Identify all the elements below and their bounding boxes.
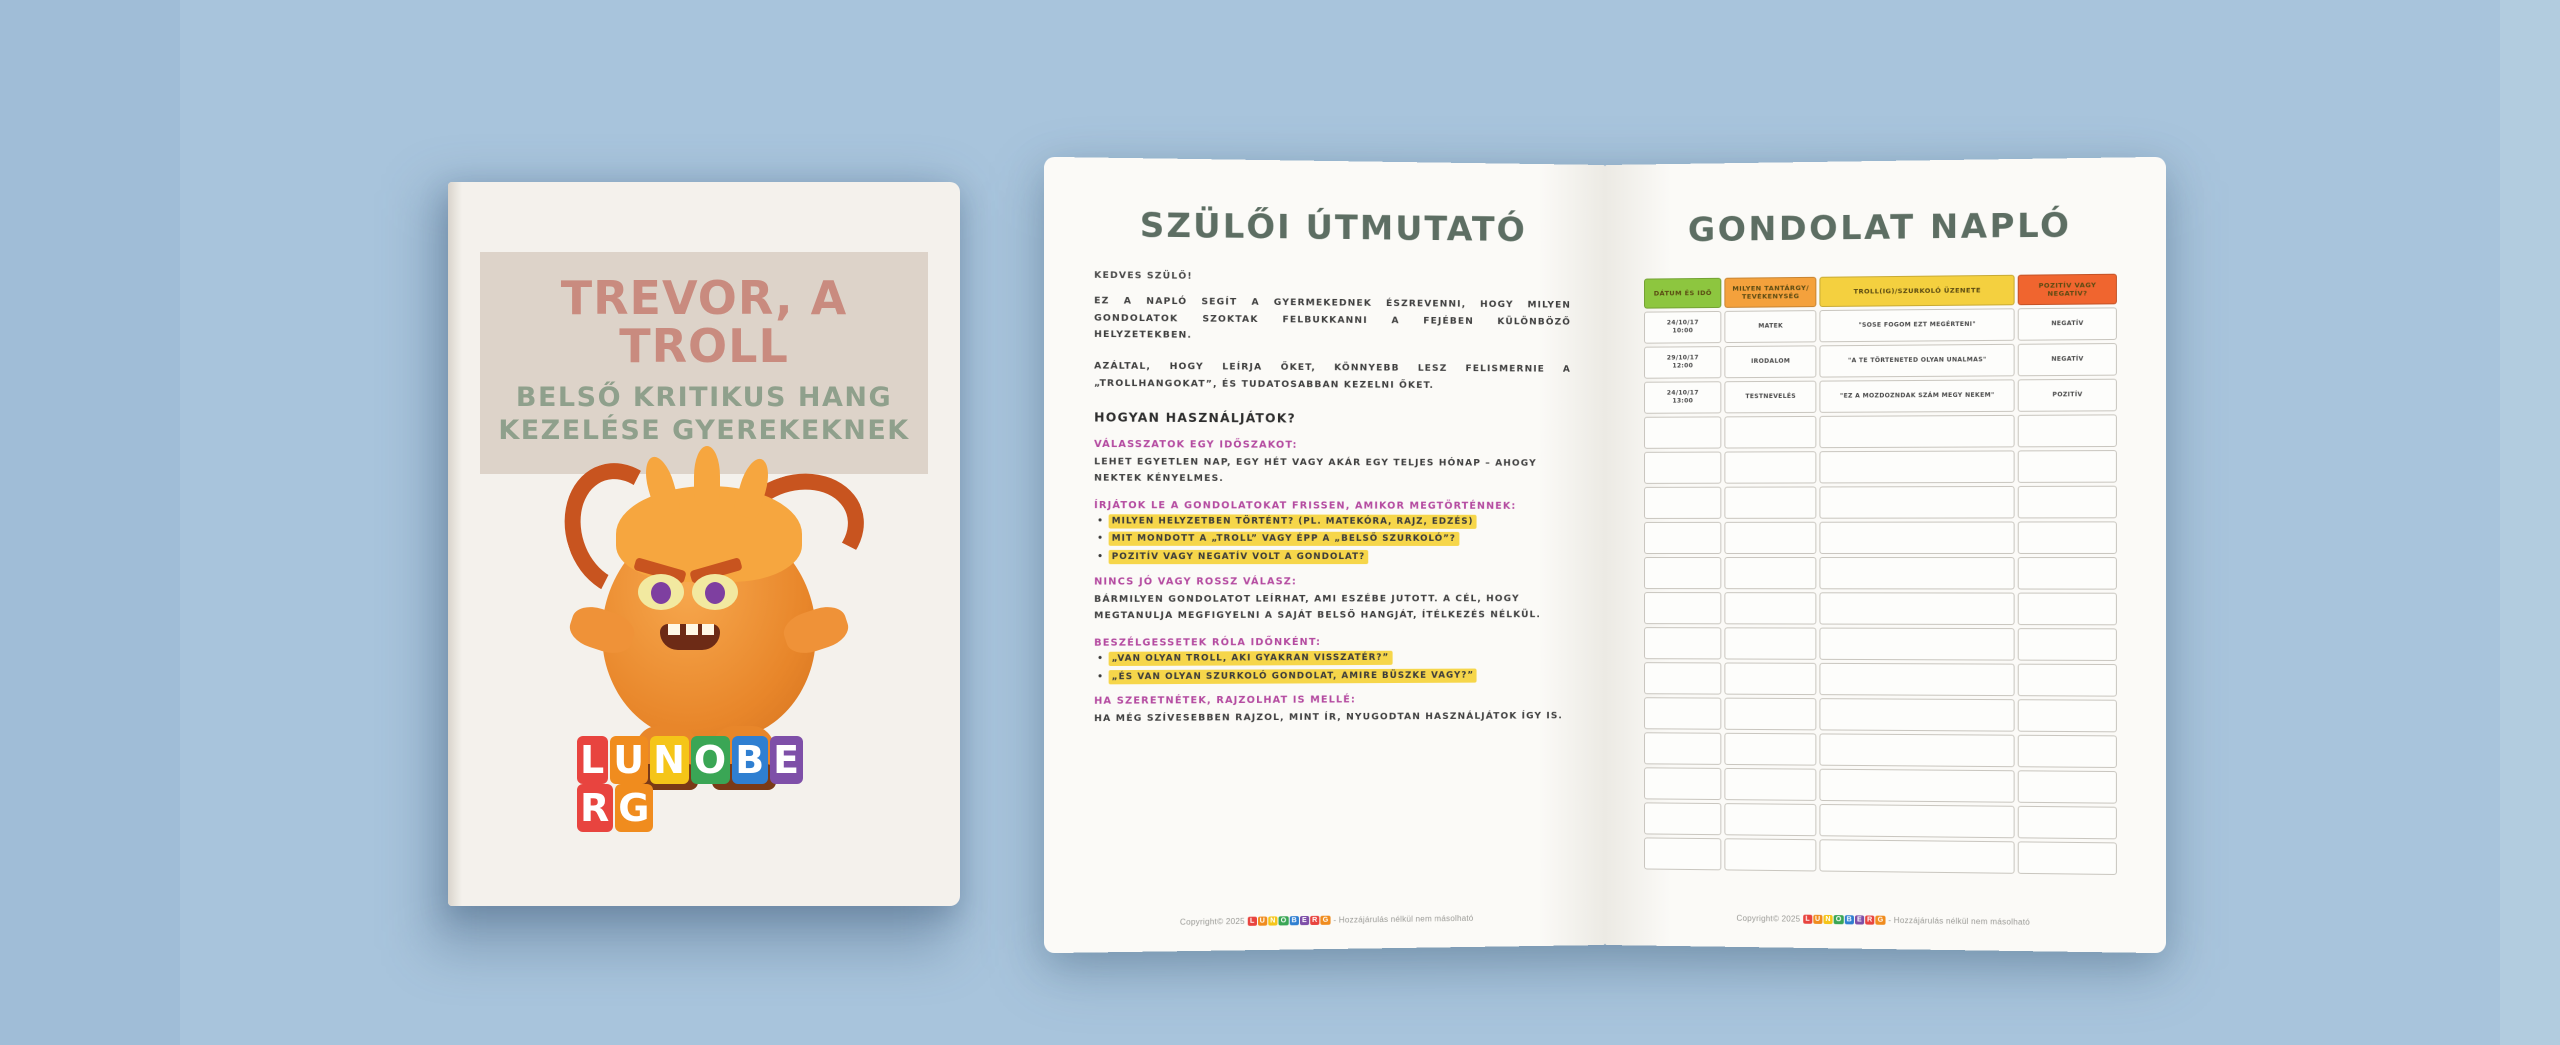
table-row[interactable] xyxy=(1644,627,2117,661)
table-cell[interactable] xyxy=(1820,486,2015,519)
table-cell[interactable] xyxy=(2018,771,2117,804)
table-cell[interactable] xyxy=(1725,839,1817,872)
table-row[interactable] xyxy=(1644,592,2117,625)
table-column-header: POZITÍV VAGY NEGATÍV? xyxy=(2018,274,2117,306)
copyright-prefix: Copyright© 2025 xyxy=(1179,916,1248,927)
logo-letter: B xyxy=(1845,915,1854,924)
table-cell[interactable] xyxy=(1725,698,1817,731)
table-cell[interactable] xyxy=(2018,593,2117,626)
table-column-header: TROLL(IG)/SZURKOLÓ ÜZENETE xyxy=(1820,275,2015,308)
left-page-paragraph-1: EZ A NAPLÓ SEGÍT A GYERMEKEDNEK ÉSZREVENNI, HOGY MILYEN GONDOLATOK SZOKTAK FELBUKKANNI A FEJÉBEN KÜLÖNBÖZŐ HELYZETEKBEN. xyxy=(1094,296,1572,342)
logo-letter: N xyxy=(1268,916,1277,925)
table-cell[interactable] xyxy=(1820,557,2015,590)
monster-eye-right xyxy=(692,574,738,610)
table-row[interactable] xyxy=(1644,557,2117,590)
section-bullet-list xyxy=(1094,651,1571,684)
section-bullet-list xyxy=(1094,515,1571,565)
table-row[interactable] xyxy=(1644,697,2117,732)
table-cell[interactable] xyxy=(1644,768,1722,801)
monster-eye-left xyxy=(638,574,684,610)
table-cell[interactable]: 29/10/17 12:00 xyxy=(1644,346,1722,379)
logo-letter: O xyxy=(691,736,730,784)
table-row[interactable] xyxy=(1644,662,2117,697)
table-cell[interactable] xyxy=(1644,627,1722,659)
logo-letter: L xyxy=(577,736,608,784)
table-cell[interactable] xyxy=(1725,487,1817,519)
right-page-copyright xyxy=(1605,912,2166,929)
logo-letter: R xyxy=(577,784,613,832)
monster-tooth xyxy=(686,624,698,635)
table-cell[interactable]: IRODALOM xyxy=(1725,346,1817,379)
table-cell[interactable] xyxy=(1725,628,1817,661)
copyright-prefix: Copyright© 2025 xyxy=(1736,913,1803,924)
list-item xyxy=(1109,651,1571,666)
right-page-title: GONDOLAT NAPLÓ xyxy=(1687,204,2072,250)
lunoberg-logo xyxy=(576,736,832,832)
table-row[interactable] xyxy=(1644,308,2117,344)
table-cell[interactable] xyxy=(2018,628,2117,661)
bullet-text: „ÉS VAN OLYAN SZURKOLÓ GONDOLAT, AMIRE BÜSZKE VAGY?” xyxy=(1109,668,1477,684)
table-body xyxy=(1644,308,2117,876)
table-cell[interactable]: "EZ A MOZDOZNDAK SZÁM MEGY NEKEM" xyxy=(1820,380,2015,414)
table-row[interactable] xyxy=(1644,522,2117,555)
table-cell[interactable]: "A TE TÖRTENETED OLYAN UNALMAS" xyxy=(1820,344,2015,378)
table-cell[interactable] xyxy=(1725,768,1817,801)
logo-letter: U xyxy=(1258,917,1267,926)
section-choose-period xyxy=(1094,439,1571,488)
logo-letter: L xyxy=(1803,915,1812,924)
background-right-strip xyxy=(2500,0,2560,1045)
table-cell[interactable] xyxy=(1644,417,1722,449)
table-cell[interactable] xyxy=(1820,628,2015,661)
table-cell[interactable]: MATEK xyxy=(1725,310,1817,343)
section-line: BÁRMILYEN GONDOLATOT LEÍRHAT, AMI ESZÉBE JUTOTT. A CÉL, HOGY MEGTANULJA MEGFIGYELNI A SAJÁT BELSŐ HANGJÁT, ÍTÉLKEZÉS NÉLKÜL. xyxy=(1094,594,1541,622)
table-row[interactable] xyxy=(1644,379,2117,414)
logo-letter: L xyxy=(1248,917,1257,926)
cover-subtitle-line2: KEZELÉSE GYEREKEKNEK xyxy=(498,415,910,447)
monster-tooth xyxy=(668,624,680,635)
copyright-minilogo xyxy=(1803,914,1886,924)
table-cell[interactable] xyxy=(1820,840,2015,875)
list-item xyxy=(1109,515,1571,529)
section-heading: ÍRJÁTOK LE A GONDOLATOKAT FRISSEN, AMIKOR MEGTÖRTÉNNEK: xyxy=(1094,499,1517,512)
logo-letter: N xyxy=(650,736,689,784)
section-write-thoughts xyxy=(1094,500,1571,565)
left-page xyxy=(1044,157,1605,953)
table-cell[interactable] xyxy=(2018,486,2117,519)
copyright-minilogo xyxy=(1247,915,1331,925)
section-line: HA MÉG SZÍVESEBBEN RAJZOL, MINT ÍR, NYUGODTAN HASZNÁLJÁTOK ÍGY IS. xyxy=(1094,711,1563,725)
logo-letter: G xyxy=(1321,916,1331,925)
monster-tooth xyxy=(702,624,714,635)
table-cell[interactable] xyxy=(1820,734,2015,768)
list-item xyxy=(1109,669,1571,684)
table-row[interactable] xyxy=(1644,486,2117,519)
logo-letter: O xyxy=(1834,915,1844,924)
table-cell[interactable] xyxy=(1644,733,1722,766)
table-row[interactable] xyxy=(1644,768,2117,804)
logo-letter: N xyxy=(1823,915,1832,924)
left-page-title: SZÜLŐI ÚTMUTATÓ xyxy=(1139,205,1527,250)
table-cell[interactable] xyxy=(2018,522,2117,555)
table-cell[interactable] xyxy=(1820,451,2015,484)
table-cell[interactable] xyxy=(1820,522,2015,554)
section-no-wrong-answer xyxy=(1094,576,1571,625)
logo-letter: E xyxy=(1855,915,1864,924)
table-cell[interactable] xyxy=(1725,663,1817,696)
left-page-lead: KEDVES SZÜLŐ! xyxy=(1094,270,1193,282)
table-column-header: MILYEN TANTÁRGY/ TEVÉKENYSÉG xyxy=(1725,277,1817,308)
list-item xyxy=(1109,551,1571,564)
table-cell[interactable] xyxy=(2018,664,2117,697)
section-heading: BESZÉLGESSETEK RÓLA IDŐNKÉNT: xyxy=(1094,636,1322,649)
table-cell[interactable] xyxy=(1644,557,1722,589)
table-cell[interactable] xyxy=(1820,663,2015,696)
table-cell[interactable] xyxy=(1644,838,1722,871)
table-cell[interactable] xyxy=(1644,592,1722,624)
table-cell[interactable] xyxy=(1820,804,2015,838)
table-cell[interactable] xyxy=(2018,735,2117,768)
table-cell[interactable] xyxy=(1820,593,2015,626)
cover-subtitle-line1: BELSŐ KRITIKUS HANG xyxy=(515,381,893,413)
table-cell[interactable] xyxy=(1725,592,1817,624)
table-cell[interactable] xyxy=(2018,415,2117,448)
bullet-text: MILYEN HELYZETBEN TÖRTÉNT? (PL. MATEKÓRA, RAJZ, EDZÉS) xyxy=(1109,514,1477,529)
table-cell[interactable]: POZITÍV xyxy=(2018,379,2117,412)
logo-letter: O xyxy=(1279,916,1289,925)
logo-letter: B xyxy=(732,736,768,784)
table-cell[interactable] xyxy=(2018,557,2117,590)
table-cell[interactable] xyxy=(2018,842,2117,876)
table-cell[interactable] xyxy=(2018,699,2117,732)
left-page-copyright xyxy=(1044,912,1605,929)
table-cell[interactable] xyxy=(2018,806,2117,840)
monster-pupil xyxy=(705,582,725,604)
table-row[interactable] xyxy=(1644,803,2117,840)
table-cell[interactable]: NEGATÍV xyxy=(2018,308,2117,341)
table-cell[interactable] xyxy=(1725,803,1817,836)
background-left-strip xyxy=(0,0,180,1045)
table-row[interactable] xyxy=(1644,733,2117,769)
table-cell[interactable] xyxy=(1725,451,1817,483)
table-cell[interactable] xyxy=(1725,416,1817,449)
table-cell[interactable] xyxy=(1725,522,1817,554)
table-row[interactable] xyxy=(1644,415,2117,449)
table-cell[interactable] xyxy=(1820,769,2015,803)
logo-letter: E xyxy=(1300,916,1309,925)
table-cell[interactable] xyxy=(1644,662,1722,694)
monster-mouth xyxy=(660,624,720,650)
table-row[interactable] xyxy=(1644,343,2117,379)
table-cell[interactable] xyxy=(1820,415,2015,448)
logo-letter: B xyxy=(1290,916,1299,925)
table-cell[interactable] xyxy=(2018,450,2117,483)
logo-letter: R xyxy=(1310,916,1319,925)
table-cell[interactable]: 24/10/17 13:00 xyxy=(1644,381,1722,414)
logo-letter: U xyxy=(1813,915,1822,924)
table-header-row xyxy=(1644,274,2117,309)
section-heading: VÁLASSZATOK EGY IDŐSZAKOT: xyxy=(1094,439,1298,452)
section-heading: HA SZERETNÉTEK, RAJZOLHAT IS MELLÉ: xyxy=(1094,694,1356,708)
table-row[interactable] xyxy=(1644,450,2117,484)
table-cell[interactable] xyxy=(1725,733,1817,766)
section-talk-about-it xyxy=(1094,636,1571,684)
logo-letter: G xyxy=(615,784,653,832)
copyright-suffix: - Hozzájárulás nélkül nem másolható xyxy=(1330,913,1474,925)
table-cell[interactable]: NEGATÍV xyxy=(2018,343,2117,376)
bullet-text: „VAN OLYAN TROLL, AKI GYAKRAN VISSZATÉR?” xyxy=(1109,650,1393,665)
monster-hair-tuft xyxy=(694,446,720,506)
monster-pupil xyxy=(651,582,671,604)
logo-letter: E xyxy=(770,736,803,784)
logo-letter: G xyxy=(1876,916,1886,925)
section-heading: NINCS JÓ VAGY ROSSZ VÁLASZ: xyxy=(1094,576,1297,588)
table-cell[interactable]: TESTNEVELÉS xyxy=(1725,381,1817,414)
section-drawing xyxy=(1094,694,1571,728)
table-cell[interactable] xyxy=(1644,803,1722,836)
table-cell[interactable] xyxy=(1644,522,1722,554)
copyright-suffix: - Hozzájárulás nélkül nem másolható xyxy=(1885,915,2031,927)
bullet-text: POZITÍV VAGY NEGATÍV VOLT A GONDOLAT? xyxy=(1109,550,1369,564)
table-cell[interactable] xyxy=(1644,452,1722,484)
left-page-paragraph-2: AZÁLTAL, HOGY LEÍRJA ŐKET, KÖNNYEBB LESZ FELISMERNIE A „TROLLHANGOKAT”, ÉS TUDATOSABBAN KEZELNI ŐKET. xyxy=(1094,361,1572,391)
thought-journal-table xyxy=(1641,271,2120,879)
table-column-header: DÁTUM ÉS IDŐ xyxy=(1644,278,1722,309)
list-item xyxy=(1109,533,1571,546)
section-line: LEHET EGYETLEN NAP, EGY HÉT VAGY AKÁR EGY TELJES HÓNAP – AHOGY NEKTEK KÉNYELMES. xyxy=(1094,457,1537,485)
table-cell[interactable] xyxy=(1725,557,1817,589)
open-book xyxy=(1055,165,2155,945)
book-cover xyxy=(448,182,960,906)
table-cell[interactable] xyxy=(1644,697,1722,730)
right-page xyxy=(1605,157,2166,953)
table-cell[interactable] xyxy=(1644,487,1722,519)
table-row[interactable] xyxy=(1644,838,2117,876)
table-cell[interactable]: 24/10/17 10:00 xyxy=(1644,311,1722,344)
table-cell[interactable]: "SOSE FOGOM EZT MEGÉRTENI" xyxy=(1820,309,2015,343)
how-to-heading: HOGYAN HASZNÁLJÁTOK? xyxy=(1094,410,1296,426)
bullet-text: MIT MONDOTT A „TROLL” VAGY ÉPP A „BELSŐ SZURKOLÓ”? xyxy=(1109,532,1459,546)
logo-letter: U xyxy=(610,736,648,784)
table-cell[interactable] xyxy=(1820,698,2015,732)
cover-title: TREVOR, A TROLL xyxy=(560,271,848,374)
logo-letter: R xyxy=(1865,915,1874,924)
